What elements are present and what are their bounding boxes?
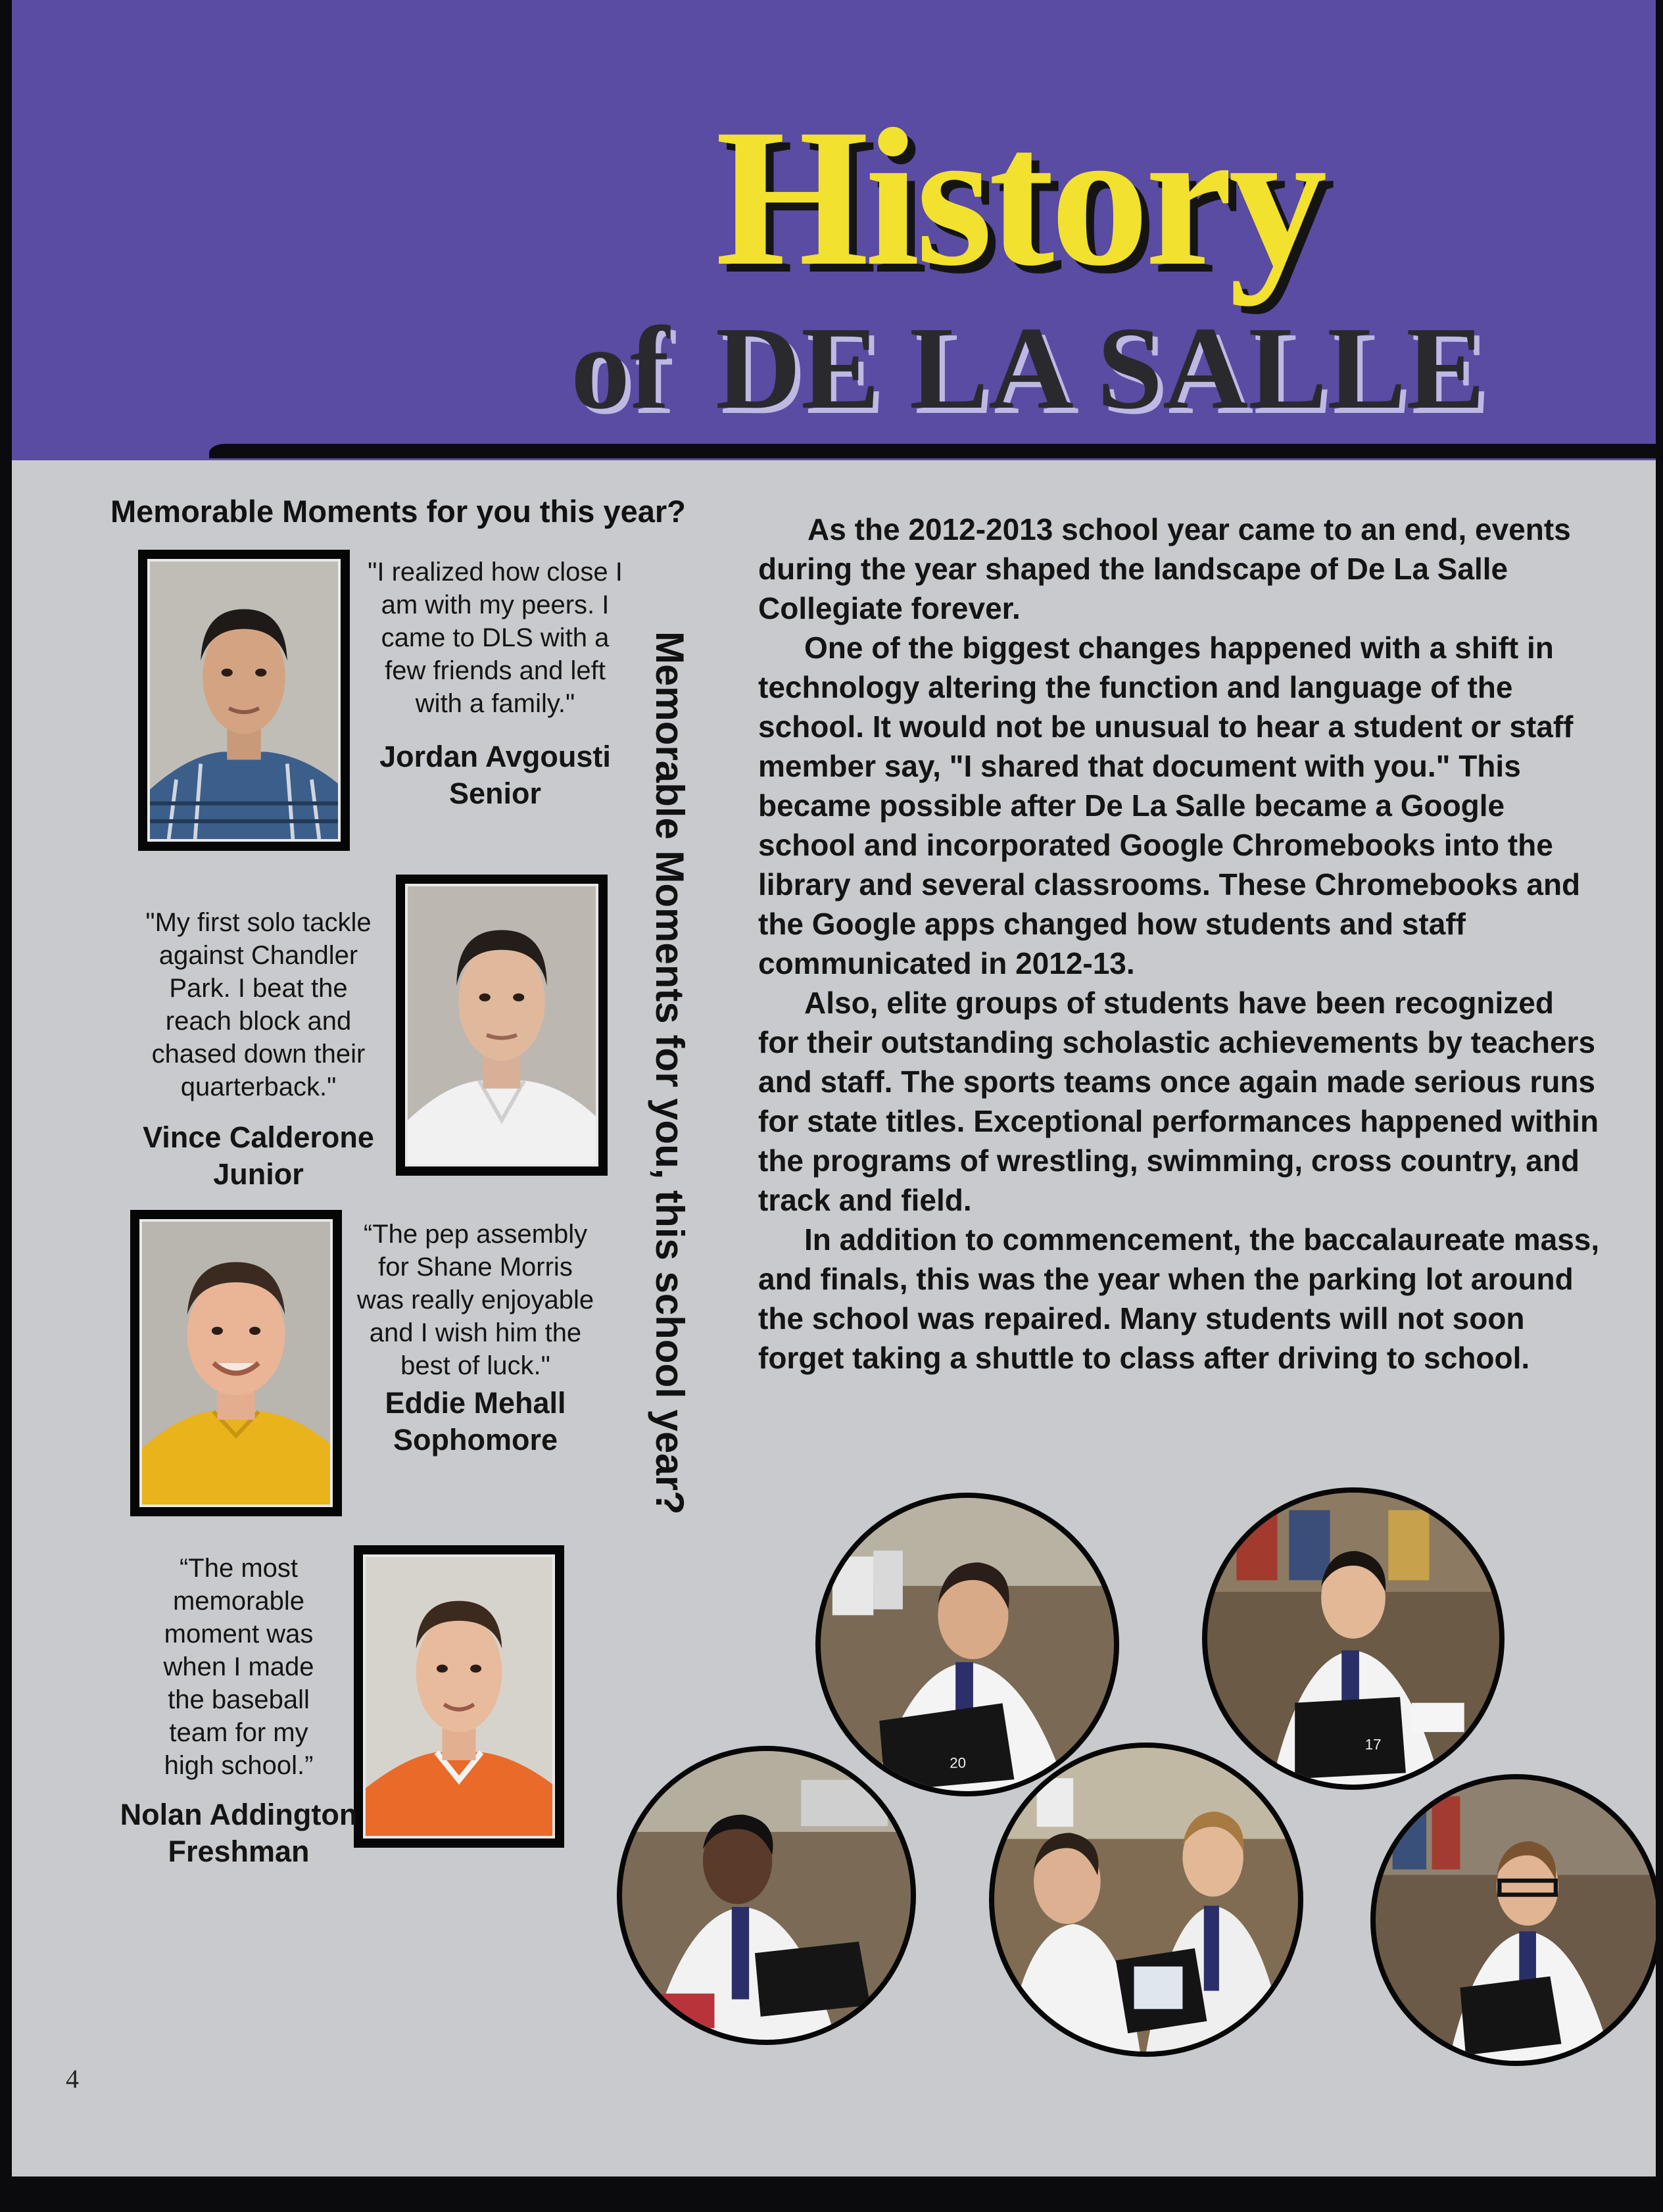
quote-author: Nolan Addington [120,1798,358,1831]
article-paragraph: One of the biggest changes happened with a shift in technology altering the function and language of the school. It would not be unusual to hear a student or staff member say, "I shared that document with you." This became possible after De La Salle became a Google school and incorporated Google Chromebooks into the library and several classrooms. These Chromebooks and the Google apps changed how students and staff communicated in 2012-13. [758,631,1581,980]
yearbook-page [12,0,1656,2176]
title-school: DE LA SALLE [715,302,1485,433]
quote-vince-calderone [133,906,383,1193]
title-history: History [715,88,1324,306]
memorable-moments-heading: Memorable Moments for you this year? [110,494,686,529]
quote-text: “The pep assembly for Shane Morris was really enjoyable and I wish him the best of luck." [356,1220,594,1380]
svg-text:20: 20 [950,1754,967,1771]
portrait-jordan-avgousti [138,550,350,851]
portrait-vince-calderone [396,875,608,1176]
header-divider [209,444,1656,458]
quote-nolan-addington [110,1552,367,1870]
quote-author: Vince Calderone [143,1120,374,1154]
article-paragraph: As the 2012-2013 school year came to an end, events during the year shaped the landscape of De La Salle Collegiate forever. [758,512,1571,625]
portrait-nolan-addington [354,1545,564,1848]
photo-student-laptop-2 [1202,1487,1505,1790]
title-subtitle [571,302,1485,433]
photo-student-laptop-4 [989,1743,1303,2057]
quote-class-year: Senior [448,777,542,810]
article-paragraph: Also, elite groups of students have been recognized for their outstanding scholastic achievements by teachers and staff. The sports teams once again made serious runs for state titles. Exceptional performances happened within the programs of wrestling, swimming, cross country, and track and field. [758,986,1599,1217]
quote-class-year: Sophomore [393,1423,558,1456]
title-of: of [571,302,669,433]
vertical-heading: Memorable Moments for you, this school year? [648,631,692,1515]
photo-student-laptop-5 [1370,1774,1656,2066]
quote-eddie-mehall [354,1218,597,1458]
quote-text: "I realized how close I am with my peers. I came to DLS with a few friends and left with a family." [368,558,623,718]
portrait-eddie-mehall [130,1210,342,1516]
quote-class-year: Junior [213,1157,304,1191]
quote-author: Jordan Avgousti [379,740,611,773]
svg-text:17: 17 [1364,1736,1382,1753]
article-body [758,510,1600,1378]
quote-text: “The most memorable moment was when I made the baseball team for my high school.” [163,1554,314,1780]
quote-class-year: Freshman [168,1835,310,1868]
quote-jordan-avgousti [367,556,623,812]
article-paragraph: In addition to commencement, the baccalaureate mass, and finals, this was the year when the parking lot around the school was repaired. Many students will not soon forget taking a shuttle to class after driving to school. [758,1222,1600,1375]
quote-text: "My first solo tackle against Chandler Park. I beat the reach block and chased down their quarterback." [145,908,372,1101]
quote-author: Eddie Mehall [385,1386,566,1420]
page-number: 4 [66,2064,79,2094]
photo-student-laptop-1 [815,1493,1119,1796]
photo-student-laptop-3 [617,1746,916,2045]
